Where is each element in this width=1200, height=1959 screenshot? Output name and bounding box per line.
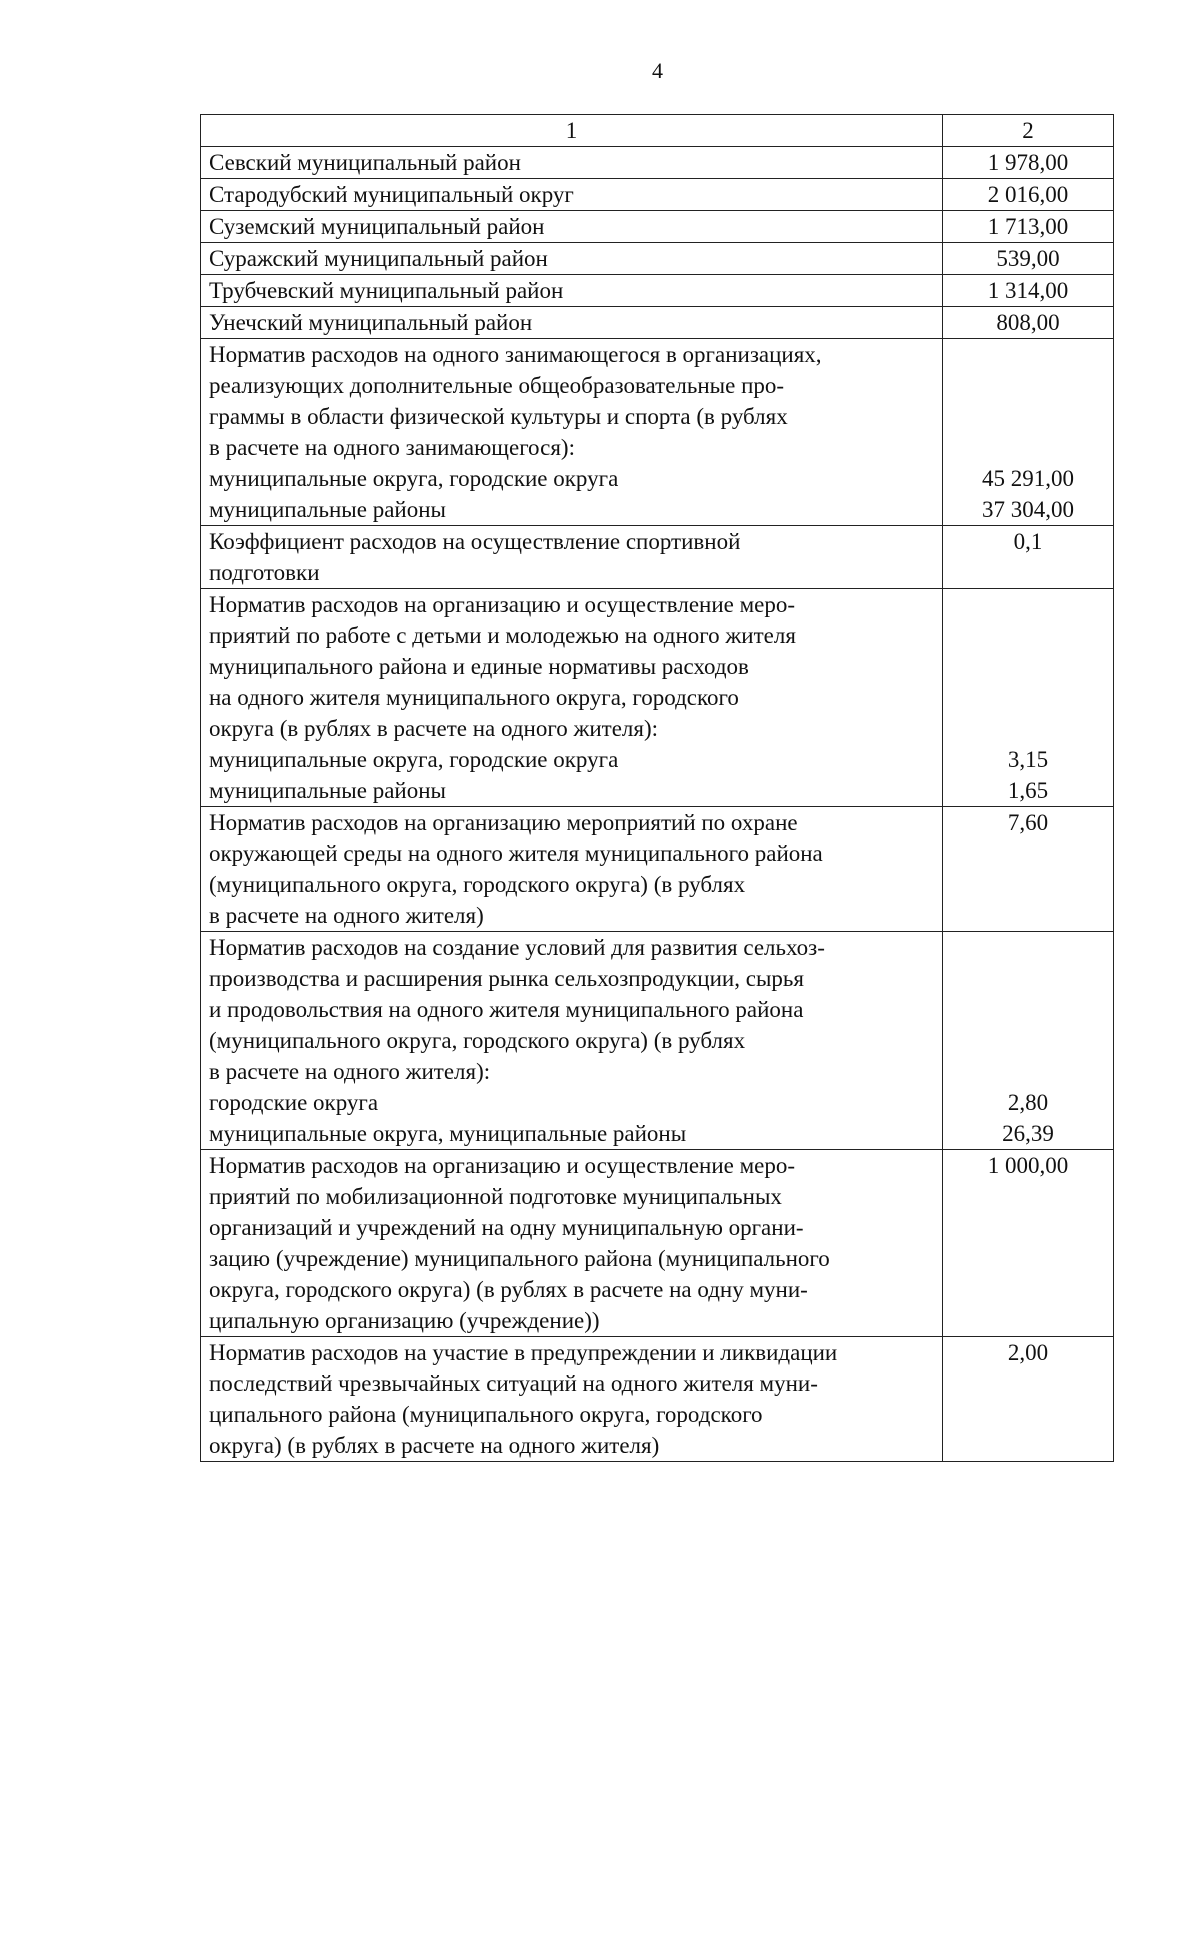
table-row <box>201 307 1114 339</box>
column-header-2: 2 <box>943 115 1114 147</box>
district-name: Суражский муниципальный район <box>201 243 943 275</box>
environment-norm-value: 7,60 <box>943 807 1114 932</box>
emergency-norm-text-line: последствий чрезвычайных ситуаций на одного жителя муни- <box>209 1371 818 1396</box>
environment-norm-text-line: в расчете на одного жителя) <box>209 903 484 928</box>
emergency-norm-description <box>201 1337 943 1462</box>
agriculture-norm-text-line: и продовольствия на одного жителя муниципального района <box>209 997 804 1022</box>
youth-norm-text-line: на одного жителя муниципального округа, городского <box>209 685 739 710</box>
emergency-norm-row <box>201 1337 1114 1462</box>
coefficient-row <box>201 526 1114 589</box>
agriculture-norm-text-line: в расчете на одного жителя): <box>209 1059 491 1084</box>
youth-norm-text-line: округа (в рублях в расчете на одного жителя): <box>209 716 659 741</box>
table-row <box>201 147 1114 179</box>
sport-norm-text-line: реализующих дополнительные общеобразовательные про- <box>209 373 785 398</box>
agriculture-norm-sub-value: 2,80 <box>1007 1090 1049 1115</box>
environment-norm-text-line: Норматив расходов на организацию мероприятий по охране <box>209 810 798 835</box>
emergency-norm-text-line: ципального района (муниципального округа, городского <box>209 1402 763 1427</box>
sport-norm-description <box>201 339 943 526</box>
sport-norm-values <box>943 339 1114 526</box>
environment-norm-row <box>201 807 1114 932</box>
mobilization-norm-description <box>201 1150 943 1337</box>
district-value: 1 314,00 <box>943 275 1114 307</box>
youth-norm-sub-label: муниципальные районы <box>209 778 446 803</box>
sport-norm-text-line: Норматив расходов на одного занимающегося в организациях, <box>209 342 822 367</box>
agriculture-norm-text-line: производства и расширения рынка сельхозпродукции, сырья <box>209 966 804 991</box>
table-row <box>201 211 1114 243</box>
coefficient-value: 0,1 <box>943 526 1114 589</box>
sport-norm-sub-label: муниципальные округа, городские округа <box>209 466 619 491</box>
agriculture-norm-text-line: (муниципального округа, городского округа) (в рублях <box>209 1028 746 1053</box>
mobilization-norm-text-line: организаций и учреждений на одну муниципальную органи- <box>209 1215 804 1240</box>
page-number: 4 <box>652 58 663 83</box>
district-name: Севский муниципальный район <box>201 147 943 179</box>
youth-norm-row <box>201 589 1114 807</box>
agriculture-norm-values <box>943 932 1114 1150</box>
emergency-norm-text-line: округа) (в рублях в расчете на одного жителя) <box>209 1433 660 1458</box>
sport-norm-sub-label: муниципальные районы <box>209 497 446 522</box>
agriculture-norm-text-line: Норматив расходов на создание условий для развития сельхоз- <box>209 935 825 960</box>
district-value: 1 713,00 <box>943 211 1114 243</box>
youth-norm-sub-label: муниципальные округа, городские округа <box>209 747 619 772</box>
column-header-1: 1 <box>201 115 943 147</box>
district-value: 539,00 <box>943 243 1114 275</box>
norms-table <box>200 114 1114 1462</box>
coefficient-text-line: подготовки <box>209 560 320 585</box>
district-value: 1 978,00 <box>943 147 1114 179</box>
youth-norm-text-line: муниципального района и единые нормативы расходов <box>209 654 749 679</box>
agriculture-norm-sub-value: 26,39 <box>1002 1121 1054 1146</box>
district-name: Трубчевский муниципальный район <box>201 275 943 307</box>
mobilization-norm-text-line: ципальную организацию (учреждение)) <box>209 1308 600 1333</box>
district-name: Стародубский муниципальный округ <box>201 179 943 211</box>
coefficient-text-line: Коэффициент расходов на осуществление спортивной <box>209 529 741 554</box>
coefficient-description <box>201 526 943 589</box>
emergency-norm-value: 2,00 <box>943 1337 1114 1462</box>
youth-norm-text-line: Норматив расходов на организацию и осуществление меро- <box>209 592 796 617</box>
district-name: Унечский муниципальный район <box>201 307 943 339</box>
environment-norm-description <box>201 807 943 932</box>
environment-norm-text-line: (муниципального округа, городского округа) (в рублях <box>209 872 746 897</box>
mobilization-norm-text-line: округа, городского округа) (в рублях в расчете на одну муни- <box>209 1277 808 1302</box>
table-row <box>201 275 1114 307</box>
sport-norm-sub-value: 45 291,00 <box>982 466 1074 491</box>
youth-norm-sub-value: 3,15 <box>1007 747 1049 772</box>
district-value: 808,00 <box>943 307 1114 339</box>
mobilization-norm-text-line: Норматив расходов на организацию и осуществление меро- <box>209 1153 796 1178</box>
district-name: Суземский муниципальный район <box>201 211 943 243</box>
sport-norm-text-line: граммы в области физической культуры и спорта (в рублях <box>209 404 788 429</box>
mobilization-norm-text-line: зацию (учреждение) муниципального района (муниципального <box>209 1246 830 1271</box>
youth-norm-description <box>201 589 943 807</box>
agriculture-norm-description <box>201 932 943 1150</box>
sport-norm-sub-value: 37 304,00 <box>982 497 1074 522</box>
emergency-norm-text-line: Норматив расходов на участие в предупреждении и ликвидации <box>209 1340 838 1365</box>
table-header-row <box>201 115 1114 147</box>
sport-norm-text-line: в расчете на одного занимающегося): <box>209 435 575 460</box>
agriculture-norm-sub-label: муниципальные округа, муниципальные районы <box>209 1121 687 1146</box>
mobilization-norm-value: 1 000,00 <box>943 1150 1114 1337</box>
environment-norm-text-line: окружающей среды на одного жителя муниципального района <box>209 841 823 866</box>
mobilization-norm-row <box>201 1150 1114 1337</box>
youth-norm-text-line: приятий по работе с детьми и молодежью на одного жителя <box>209 623 796 648</box>
district-value: 2 016,00 <box>943 179 1114 211</box>
table-row <box>201 179 1114 211</box>
table-row <box>201 243 1114 275</box>
youth-norm-values <box>943 589 1114 807</box>
mobilization-norm-text-line: приятий по мобилизационной подготовке муниципальных <box>209 1184 782 1209</box>
agriculture-norm-row <box>201 932 1114 1150</box>
agriculture-norm-sub-label: городские округа <box>209 1090 379 1115</box>
youth-norm-sub-value: 1,65 <box>1007 778 1049 803</box>
sport-norm-row <box>201 339 1114 526</box>
